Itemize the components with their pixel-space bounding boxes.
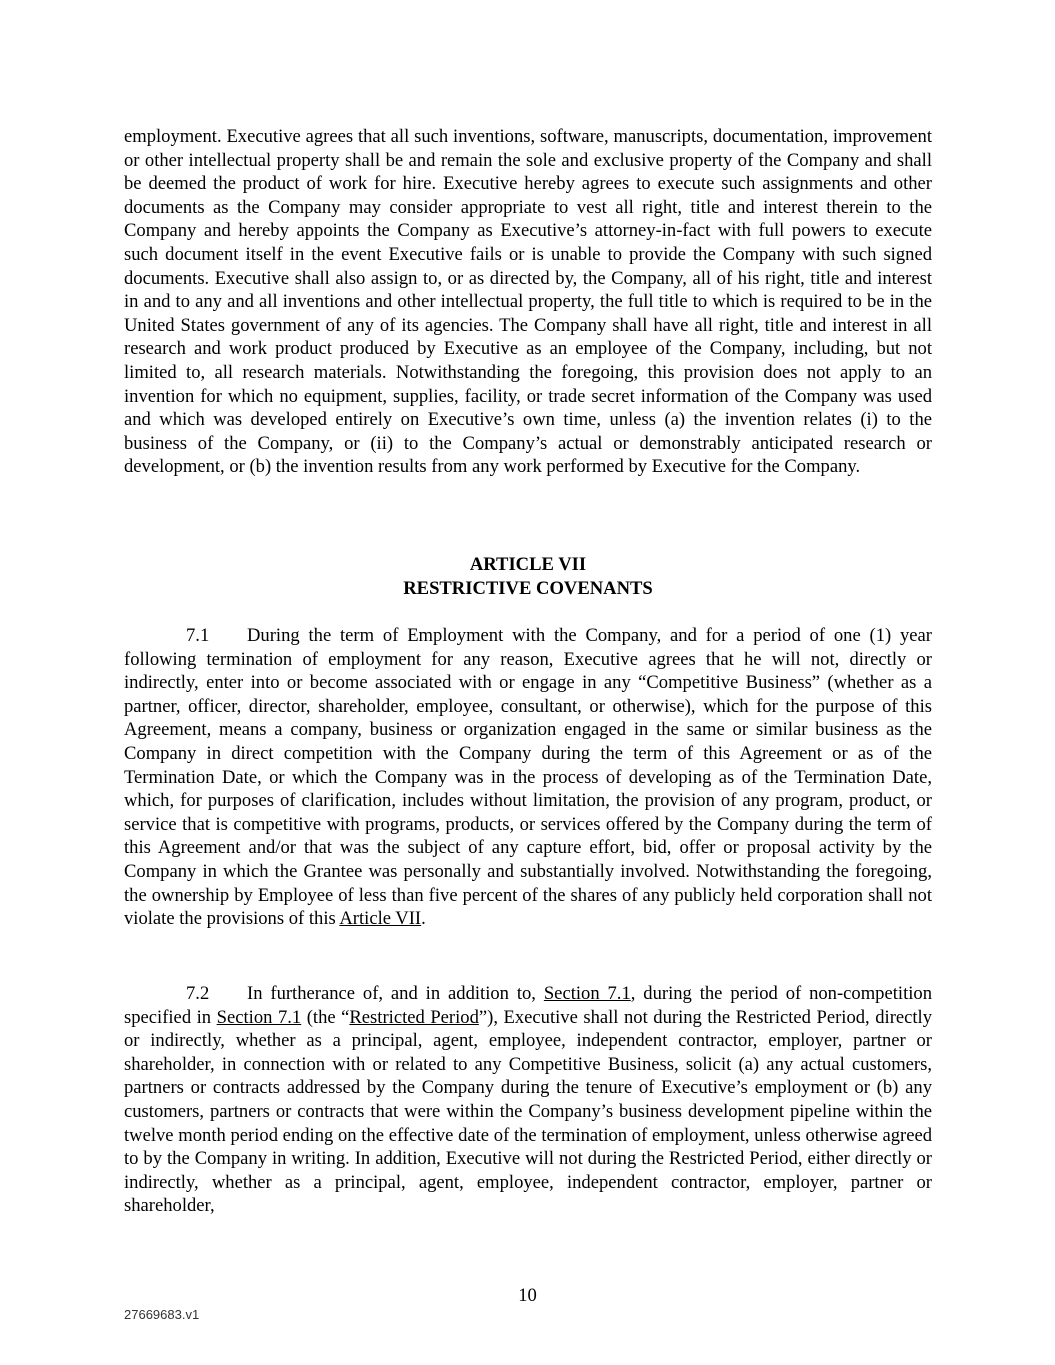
section-7-1-text: During the term of Employment with the Company, and for a period of one (1) year following termination of employment for any reason, Executive agrees that he will not, directly or indirectly, enter into or become associated with or engage in any “Competitive Business” (whether as a partner, officer, director, shareholder, employee, consultant, or otherwise), which for the purpose of this Agreement, means a company, business or organization engaged in the same or similar business as the Company in direct competition with the Company during the term of this Agreement or as of the Termination Date, or which the Company was in the process of developing as of the Termination Date, which, for purposes of clarification, includes without limitation, the provision of any program, product, or service that is competitive with programs, products, or services offered by the Company during the term of this Agreement and/or that was the subject of any capture effort, bid, offer or proposal activity by the Company in which the Grantee was personally and substantially involved. Notwithstanding the foregoing, the ownership by Employee of less than five percent of the shares of any publicly held corporation shall not violate the provisions of this [124, 625, 932, 930]
section-7-2-text-d: ”), Executive shall not during the Restricted Period, directly or indirectly, whether as a principal, agent, employee, independent contractor, employer, partner or shareholder, in connection with or related to any Competitive Business, solicit (a) any actual customers, partners or contracts addressed by the Company during the tenure of Executive’s employment or (b) any customers, partners or contracts that were within the Company’s business development pipeline within the twelve month period ending on the effective date of the termination of employment, unless otherwise agreed to by the Company in writing. In addition, Executive will not during the Restricted Period, either directly or indirectly, whether as a principal, agent, employee, independent contractor, employer, partner or shareholder, [124, 1006, 933, 1217]
section-number: 7.1 [186, 625, 210, 646]
section-7-2-text-b: , during the period of non-competition specified in [124, 983, 932, 1028]
article-number-heading: ARTICLE VII [469, 554, 587, 575]
cross-reference-article-vii: Article VII [339, 908, 422, 930]
section-7-2-text-c: (the “ [301, 1006, 350, 1028]
section-7-1-paragraph [124, 624, 932, 931]
document-id: 27669683.v1 [124, 1307, 200, 1322]
paragraph-continued: employment. Executive agrees that all such inventions, software, manuscripts, documentation, improvement or other intellectual property shall be and remain the sole and exclusive property of the Company and shall be deemed the product of work for hire. Executive hereby agrees to execute such assignments and other documents as the Company may consider appropriate to vest all right, title and interest therein to the Company and hereby appoints the Company as Executive’s attorney-in-fact with full powers to execute such document itself in the event Executive fails or is unable to provide the Company with such signed documents. Executive shall also assign to, or as directed by, the Company, all of his right, title and interest in and to any and all inventions and other intellectual property, the full title to which is required to be in the United States government of any of its agencies. The Company shall have all right, title and interest in all research and work product produced by Executive as an employee of the Company, including, but not limited to, all research materials. Notwithstanding the foregoing, this provision does not apply to an invention for which no equipment, supplies, facility, or trade secret information of the Company was used and which was developed entirely on Executive’s own time, unless (a) the invention relates (i) to the business of the Company, or (ii) to the Company’s actual or demonstrably anticipated research or development, or (b) the invention results from any work performed by Executive for the Company. [124, 126, 932, 478]
cross-reference-section-7-1: Section 7.1 [543, 983, 631, 1004]
defined-term-restricted-period: Restricted Period [349, 1006, 479, 1028]
section-7-1-end: . [421, 908, 426, 930]
article-heading-block [124, 553, 932, 600]
section-7-2-text-a: In furtherance of, and in addition to, [247, 983, 544, 1004]
section-number: 7.2 [186, 983, 210, 1004]
page-number: 10 [518, 1285, 537, 1306]
article-title-heading: RESTRICTIVE COVENANTS [403, 577, 653, 599]
section-7-2-paragraph [124, 982, 932, 1218]
cross-reference-section-7-1: Section 7.1 [216, 1006, 302, 1028]
